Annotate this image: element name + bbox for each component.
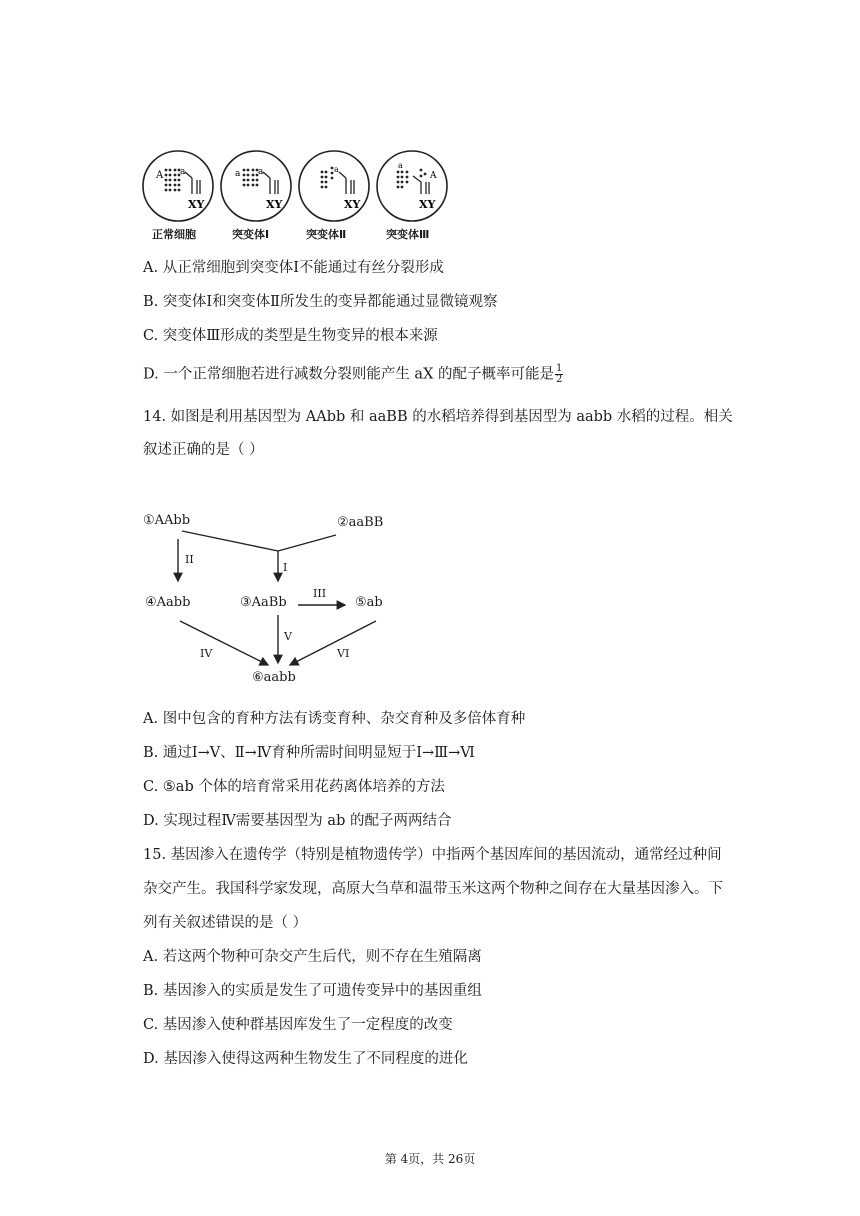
cell-label-mutant-2: 突变体Ⅱ <box>306 228 347 241</box>
fraction-denominator: 2 <box>556 374 563 385</box>
svg-text:XY: XY <box>188 198 205 211</box>
q13-option-d <box>143 364 563 385</box>
q15-option-c: C. 基因渗入使种群基因库发生了一定程度的改变 <box>143 1017 453 1033</box>
q13-option-c: C. 突变体Ⅲ形成的类型是生物变异的根本来源 <box>143 328 438 344</box>
process-label-6: VI <box>337 647 350 660</box>
fraction-numerator: 1 <box>556 363 563 374</box>
svg-text:A: A <box>430 171 437 181</box>
q14-stem-line-2: 叙述正确的是（ ） <box>143 442 264 458</box>
cell-mutant-2 <box>299 151 369 221</box>
svg-text:a: a <box>235 169 241 179</box>
cell-label-mutant-3: 突变体Ⅲ <box>386 228 430 241</box>
process-label-2: II <box>185 553 194 566</box>
node-4-aabb: ④Aabb <box>145 595 191 610</box>
svg-text:A: A <box>156 170 164 181</box>
svg-text:a: a <box>180 167 186 177</box>
node-6-aabb: ⑥aabb <box>252 670 296 685</box>
svg-text:XY: XY <box>266 198 283 211</box>
cell-mutant-3 <box>377 151 447 221</box>
page-footer: 第 4页，共 26页 <box>384 1152 476 1166</box>
q15-stem-line-1: 15. 基因渗入在遗传学（特别是植物遗传学）中指两个基因库间的基因流动，通常经过种间 <box>143 847 722 863</box>
node-2-aabb: ②aaBB <box>337 515 384 530</box>
cell-label-normal: 正常细胞 <box>152 228 196 241</box>
cell-normal <box>143 151 213 221</box>
process-label-1: I <box>283 561 288 574</box>
fraction <box>555 364 563 385</box>
process-label-5: V <box>284 630 292 643</box>
q13-option-d-text: D. 一个正常细胞若进行减数分裂则能产生 aX 的配子概率可能是 <box>143 366 555 383</box>
q14-option-c: C. ⑤ab 个体的培育常采用花药离体培养的方法 <box>143 779 445 795</box>
cell-figure <box>140 148 460 228</box>
q14-option-a: A. 图中包含的育种方法有诱变育种、杂交育种及多倍体育种 <box>143 711 526 727</box>
svg-text:XY: XY <box>344 198 361 211</box>
q15-stem-line-3: 列有关叙述错误的是（ ） <box>143 915 308 931</box>
q13-option-a: A. 从正常细胞到突变体Ⅰ不能通过有丝分裂形成 <box>143 260 444 276</box>
q14-stem-line-1: 14. 如图是利用基因型为 AAbb 和 aaBB 的水稻培养得到基因型为 aabb 水稻的过程。相关 <box>143 409 733 425</box>
q13-option-b: B. 突变体Ⅰ和突变体Ⅱ所发生的变异都能通过显微镜观察 <box>143 294 498 310</box>
q14-option-d: D. 实现过程Ⅳ需要基因型为 ab 的配子两两结合 <box>143 813 452 829</box>
q15-option-a: A. 若这两个物种可杂交产生后代，则不存在生殖隔离 <box>143 949 482 965</box>
node-3-aabb: ③AaBb <box>240 595 287 610</box>
svg-text:a: a <box>258 167 264 177</box>
svg-text:XY: XY <box>419 198 436 211</box>
node-5-ab: ⑤ab <box>355 595 383 610</box>
cell-label-mutant-1: 突变体Ⅰ <box>232 228 270 241</box>
process-label-3: III <box>313 587 327 600</box>
svg-text:a: a <box>398 161 403 170</box>
node-1-aabb: ①AAbb <box>143 513 191 528</box>
q15-stem-line-2: 杂交产生。我国科学家发现，高原大刍草和温带玉米这两个物种之间存在大量基因渗入。下 <box>143 881 723 897</box>
cell-mutant-1 <box>221 151 291 221</box>
svg-text:a: a <box>334 165 339 174</box>
q15-option-d: D. 基因渗入使得这两种生物发生了不同程度的进化 <box>143 1051 468 1067</box>
process-label-4: IV <box>200 647 213 660</box>
q14-option-b: B. 通过Ⅰ→Ⅴ、Ⅱ→Ⅳ育种所需时间明显短于Ⅰ→Ⅲ→Ⅵ <box>143 745 475 761</box>
q15-option-b: B. 基因渗入的实质是发生了可遗传变异中的基因重组 <box>143 983 482 999</box>
